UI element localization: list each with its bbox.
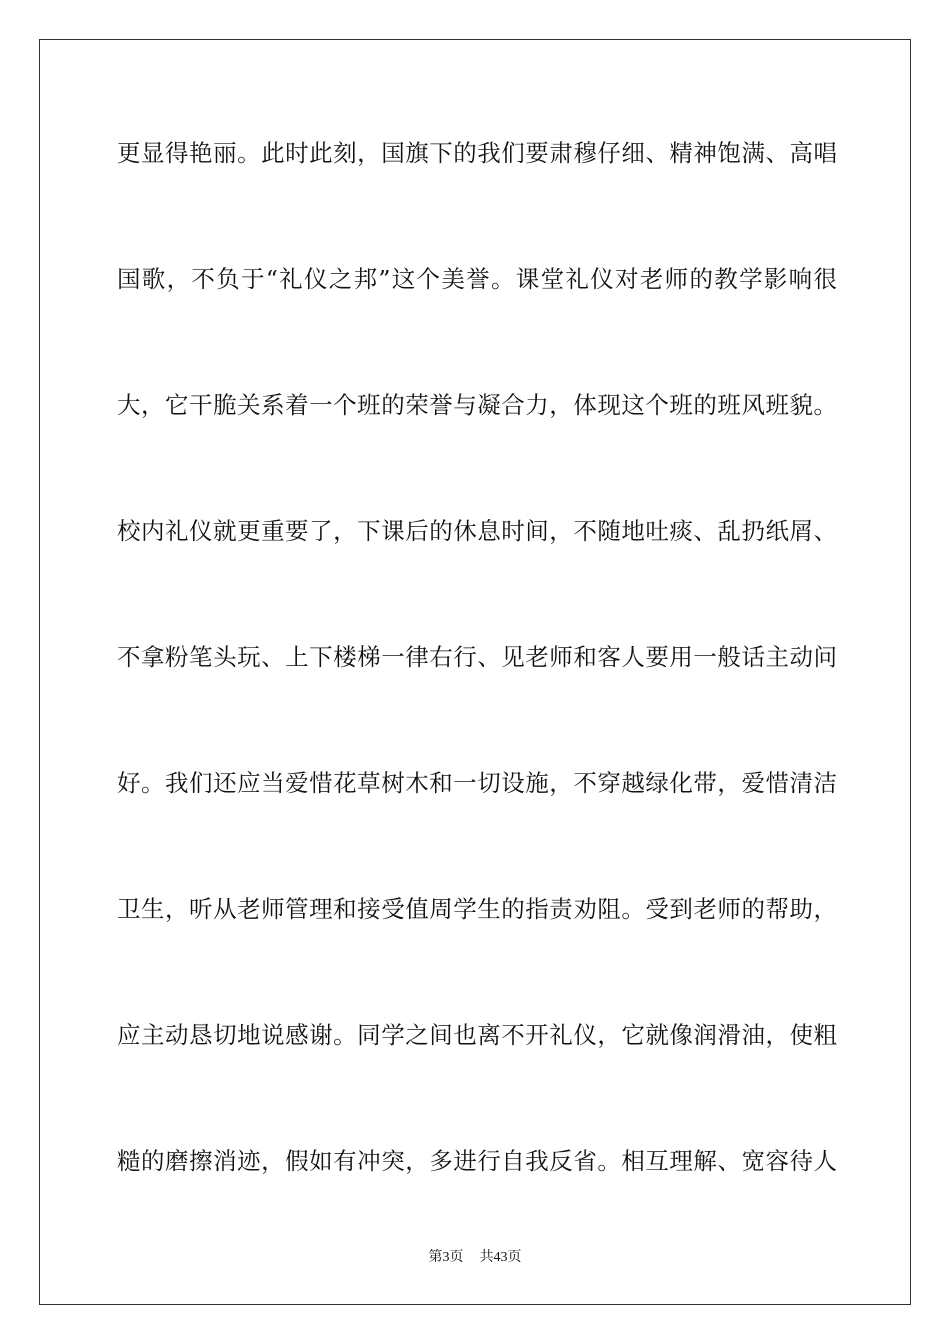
- text-line: 卫生，听从老师管理和接受值周学生的指责劝阻。受到老师的帮助，: [117, 895, 837, 923]
- document-body: [117, 128, 837, 1262]
- text-line: 大，它干脆关系着一个班的荣誉与凝合力，体现这个班的班风班貌。: [117, 391, 837, 419]
- text-line: 更显得艳丽。此时此刻，国旗下的我们要肃穆仔细、精神饱满、高唱: [117, 139, 837, 167]
- page-total: 共43页: [479, 1250, 522, 1265]
- text-line: 糙的磨擦消迹，假如有冲突，多进行自我反省。相互理解、宽容待人: [117, 1147, 837, 1175]
- text-line: 不拿粉笔头玩、上下楼梯一律右行、见老师和客人要用一般话主动问: [117, 643, 837, 671]
- text-line: 好。我们还应当爱惜花草树木和一切设施，不穿越绿化带，爱惜清洁: [117, 769, 837, 797]
- page-footer: [0, 1246, 950, 1266]
- page-number: 第3页: [428, 1250, 464, 1265]
- text-line: 应主动恳切地说感谢。同学之间也离不开礼仪，它就像润滑油，使粗: [117, 1021, 837, 1049]
- text-line: 校内礼仪就更重要了，下课后的休息时间，不随地吐痰、乱扔纸屑、: [117, 517, 837, 545]
- text-line: 国歌，不负于“礼仪之邦”这个美誉。课堂礼仪对老师的教学影响很: [117, 265, 837, 293]
